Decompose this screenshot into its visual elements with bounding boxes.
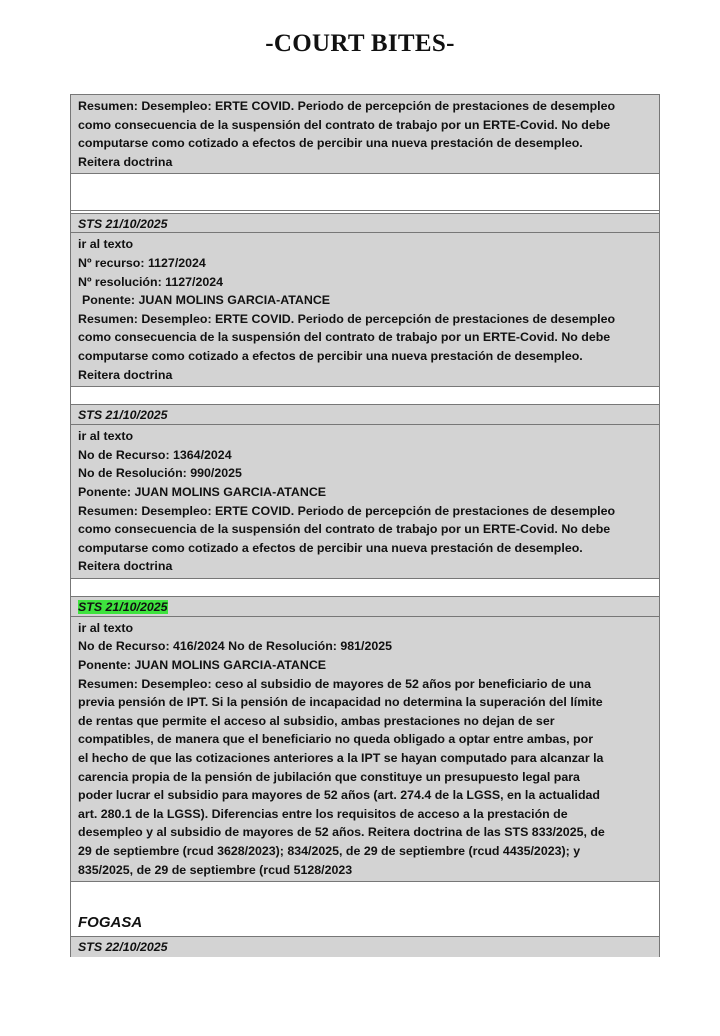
summary-line: poder lucrar el subsidio para mayores de 52 años (art. 274.4 de la LGSS, en la actualidad — [78, 788, 600, 803]
rapporteur: Ponente: JUAN MOLINS GARCIA-ATANCE — [78, 484, 327, 499]
rapporteur: Ponente: JUAN MOLINS GARCIA-ATANCE — [82, 293, 331, 308]
spacer-row — [71, 579, 659, 597]
summary-line: previa pensión de IPT. Si la pensión de incapacidad no determina la superación del límite — [78, 695, 603, 710]
page-title: -COURT BITES- — [265, 30, 455, 57]
appeal-number: No de Recurso: 1364/2024 — [78, 447, 232, 462]
summary-line: computarse como cotizado a efectos de percibir una nueva prestación de desempleo. — [78, 540, 583, 555]
summary-line: como consecuencia de la suspensión del contrato de trabajo por un ERTE-Covid. No debe — [78, 330, 611, 345]
summary-line: computarse como cotizado a efectos de percibir una nueva prestación de desempleo. — [78, 136, 583, 151]
appeal-and-resolution-number: No de Recurso: 416/2024 No de Resolución: 981/2025 — [78, 639, 393, 654]
summary-line: de rentas que permite el acceso al subsidio, ambas prestaciones no dejan de ser — [78, 713, 555, 728]
summary-line: desempleo y al subsidio de mayores de 52 años. Reitera doctrina de las STS 833/2025, de — [78, 825, 605, 840]
entry-summary — [71, 94, 659, 174]
summary-line: Resumen: Desempleo: ceso al subsidio de mayores de 52 años por beneficiario de una — [78, 676, 591, 691]
summary-line: Resumen: Desempleo: ERTE COVID. Periodo de percepción de prestaciones de desempleo — [78, 311, 616, 326]
entry-body — [71, 233, 659, 387]
summary-line: como consecuencia de la suspensión del contrato de trabajo por un ERTE-Covid. No debe — [78, 117, 611, 132]
summary-line: 29 de septiembre (rcud 3628/2023); 834/2025, de 29 de septiembre (rcud 4435/2023); y — [78, 844, 581, 858]
rapporteur: Ponente: JUAN MOLINS GARCIA-ATANCE — [78, 658, 327, 673]
summary-line: art. 280.1 de la LGSS). Diferencias entre los requisitos de acceso a la prestación de — [78, 806, 568, 821]
section-header — [71, 882, 659, 937]
spacer-row — [71, 174, 659, 211]
summary-line: computarse como cotizado a efectos de percibir una nueva prestación de desempleo. — [78, 348, 583, 363]
summary-line: carencia propia de la pensión de jubilación que constituye un presupuesto legal para — [78, 769, 580, 784]
spacer-row — [71, 387, 659, 405]
document-table — [70, 94, 660, 957]
resolution-number: Nº resolución: 1127/2024 — [78, 274, 224, 289]
summary-line: compatibles, de manera que el beneficiario no queda obligado a optar entre ambas, por — [78, 732, 594, 747]
entry-body — [71, 425, 659, 579]
appeal-number: Nº recurso: 1127/2024 — [78, 255, 206, 270]
go-to-text-link[interactable]: ir al texto — [78, 620, 134, 635]
resolution-number: No de Resolución: 990/2025 — [78, 466, 242, 481]
entry-date: STS 22/10/2025 — [71, 937, 659, 957]
section-title: FOGASA — [78, 914, 143, 932]
highlighted-date: STS 21/10/2025 — [78, 599, 168, 614]
summary-line: como consecuencia de la suspensión del contrato de trabajo por un ERTE-Covid. No debe — [78, 522, 611, 537]
go-to-text-link[interactable]: ir al texto — [78, 237, 134, 252]
summary-line: Reitera doctrina — [78, 154, 173, 169]
summary-line: Reitera doctrina — [78, 559, 173, 574]
entry-date: STS 21/10/2025 — [71, 213, 659, 233]
entry-date: STS 21/10/2025 — [71, 405, 659, 425]
entry-date — [71, 597, 659, 617]
summary-line: 835/2025, de 29 de septiembre (rcud 5128/2023 — [78, 862, 353, 877]
summary-line: Resumen: Desempleo: ERTE COVID. Periodo de percepción de prestaciones de desempleo — [78, 503, 616, 518]
entry-body — [71, 617, 659, 882]
summary-line: Resumen: Desempleo: ERTE COVID. Periodo de percepción de prestaciones de desempleo — [78, 99, 616, 113]
go-to-text-link[interactable]: ir al texto — [78, 429, 134, 444]
summary-line: el hecho de que las cotizaciones anteriores a la IPT se hayan computado para alcanzar la — [78, 751, 604, 766]
summary-line: Reitera doctrina — [78, 367, 173, 382]
